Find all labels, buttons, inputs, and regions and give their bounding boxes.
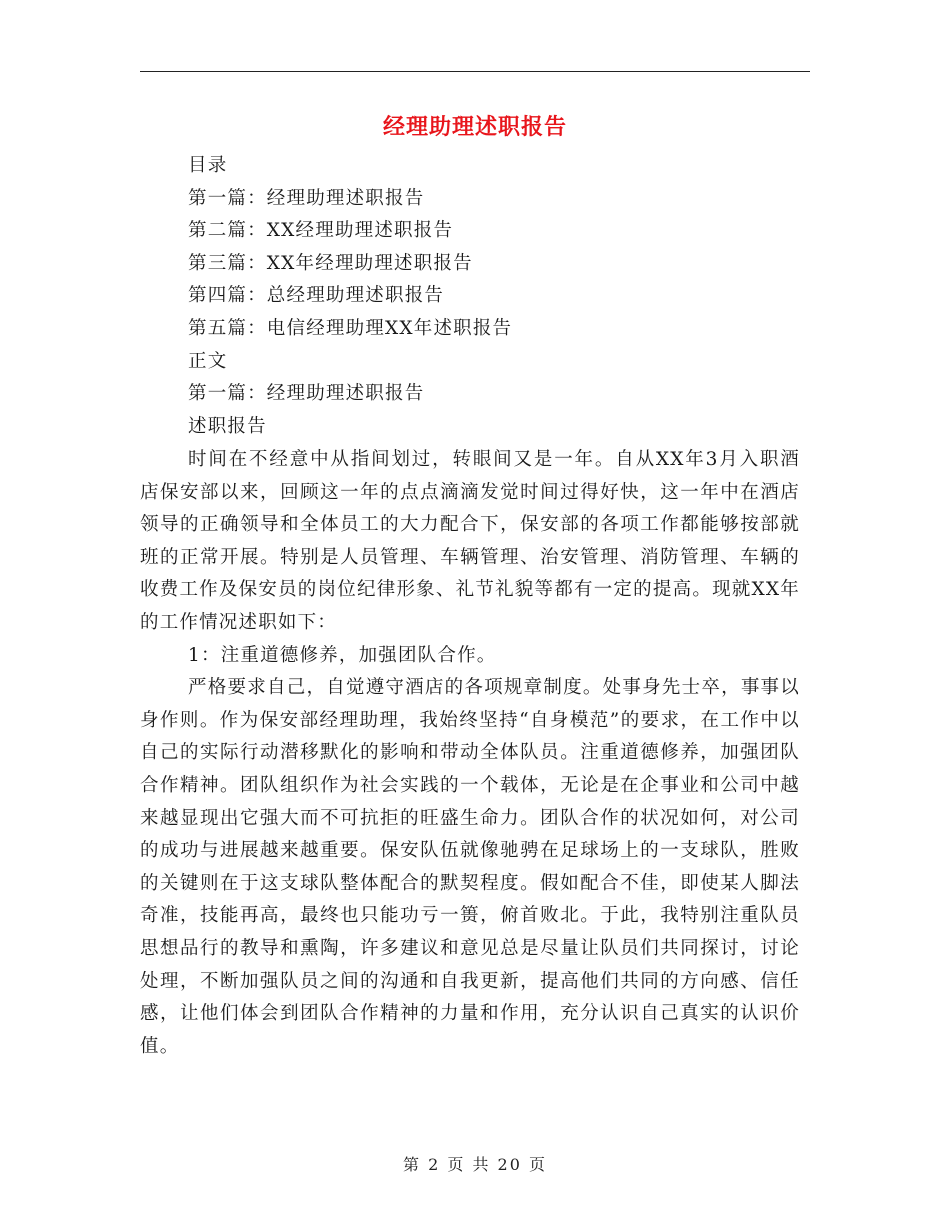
report-heading: 述职报告 — [188, 415, 267, 437]
toc-item: 第五篇：电信经理助理XX年述职报告 — [188, 317, 513, 339]
body-heading: 正文 — [188, 350, 228, 372]
toc-heading: 目录 — [188, 155, 228, 176]
body-text — [140, 444, 800, 1063]
paragraph: 严格要求自己，自觉遵守酒店的各项规章制度。处事身先士卒，事事以身作则。作为保安部经理助理，我始终坚持“自身模范”的要求，在工作中以自己的实际行动潜移默化的影响和带动全体队员。注重道德修养，加强团队合作精神。团队组织作为社会实践的一个载体，无论是在企事业和公司中越来越显现出它强大而不可抗拒的旺盛生命力。团队合作的状况如何，对公司的成功与进展越来越重要。保安队伍就像驰骋在足球场上的一支球队，胜败的关键则在于这支球队整体配合的默契程度。假如配合不佳，即使某人脚法奇准，技能再高，最终也只能功亏一篑，俯首败北。于此，我特别注重队员思想品行的教导和熏陶，许多建议和意见总是尽量让队员们共同探讨，讨论处理，不断加强队员之间的沟通和自我更新，提高他们共同的方向感、信任感，让他们体会到团队合作精神的力量和作用，充分认识自己真实的认识价值。 — [140, 677, 800, 1057]
document-title: 经理助理述职报告 — [382, 114, 567, 140]
toc-item: 第三篇：XX年经理助理述职报告 — [188, 252, 473, 274]
header-rule — [140, 71, 810, 72]
page-footer: 第 2 页 共 20 页 — [403, 1155, 547, 1174]
toc-item: 第二篇：XX经理助理述职报告 — [188, 220, 454, 242]
paragraph-subheading: 1：注重道德修养，加强团队合作。 — [188, 644, 497, 666]
toc-item: 第四篇：总经理助理述职报告 — [188, 285, 445, 307]
section-heading: 第一篇：经理助理述职报告 — [188, 383, 425, 405]
table-of-contents — [188, 150, 512, 443]
paragraph: 时间在不经意中从指间划过，转眼间又是一年。自从XX年3月入职酒店保安部以来，回顾这一年的点点滴滴发觉时间过得好快，这一年中在酒店领导的正确领导和全体员工的大力配合下，保安部的各项工作都能够按部就班的正常开展。特别是人员管理、车辆管理、治安管理、消防管理、车辆的收费工作及保安员的岗位纪律形象、礼节礼貌等都有一定的提高。现就XX年的工作情况述职如下： — [140, 449, 800, 633]
toc-item: 第一篇：经理助理述职报告 — [188, 187, 425, 209]
